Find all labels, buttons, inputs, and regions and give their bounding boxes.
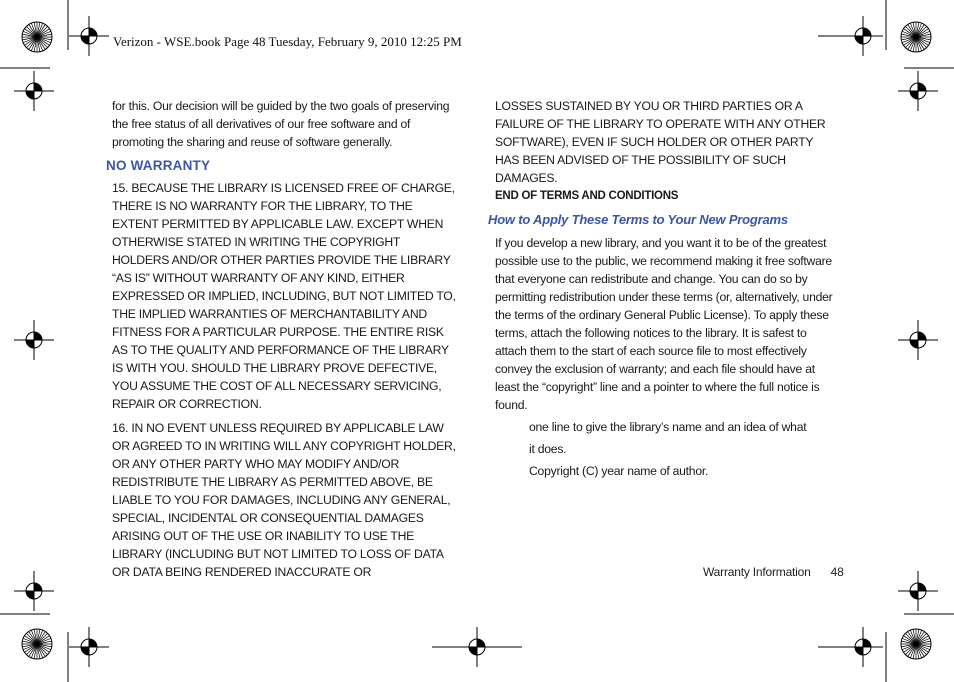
- clause-15-paragraph: 15. BECAUSE THE LIBRARY IS LICENSED FREE OF CHARGE, THERE IS NO WARRANTY FOR THE LIBRARY, TO THE EXTENT PERMITTED BY APPLICABLE LAW. EXCEPT WHEN OTHERWISE STATED IN WRITING THE COPYRIGHT HOLDERS AND/OR OTHER PARTIES PROVIDE THE LIBRARY “AS IS” WITHOUT WARRANTY OF ANY KIND, EITHER EXPRESSED OR IMPLIED, INCLUDING, BUT NOT LIMITED TO, THE IMPLIED WARRANTIES OF MERCHANTABILITY AND FITNESS FOR A PARTICULAR PURPOSE. THE ENTIRE RISK AS TO THE QUALITY AND PERFORMANCE OF THE LIBRARY IS WITH YOU. SHOULD THE LIBRARY PROVE DEFECTIVE, YOU ASSUME THE COST OF ALL NECESSARY SERVICING, REPAIR OR CORRECTION.: [112, 181, 456, 411]
- clause-16-paragraph: 16. IN NO EVENT UNLESS REQUIRED BY APPLICABLE LAW OR AGREED TO IN WRITING WILL ANY COPYRIGHT HOLDER, OR ANY OTHER PARTY WHO MAY MODIFY AND/OR REDISTRIBUTE THE LIBRARY AS PERMITTED ABOVE, BE LIABLE TO YOU FOR DAMAGES, INCLUDING ANY GENERAL, SPECIAL, INCIDENTAL OR CONSEQUENTIAL DAMAGES ARISING OUT OF THE USE OR INABILITY TO USE THE LIBRARY (INCLUDING BUT NOT LIMITED TO LOSS OF DATA OR DATA BEING RENDERED INACCURATE OR: [112, 421, 456, 579]
- page-footer: [703, 565, 844, 579]
- example-line-1: one line to give the library’s name and an idea of what: [529, 420, 807, 434]
- end-of-terms: END OF TERMS AND CONDITIONS: [495, 190, 679, 202]
- apply-terms-heading: How to Apply These Terms to Your New Programs: [488, 212, 788, 227]
- page-number: 48: [830, 565, 844, 579]
- no-warranty-heading: NO WARRANTY: [106, 158, 211, 173]
- print-file-info: Verizon - WSE.book Page 48 Tuesday, February 9, 2010 12:25 PM: [113, 34, 462, 49]
- left-column: [106, 97, 457, 581]
- example-line-2: it does.: [529, 442, 567, 456]
- apply-terms-body: If you develop a new library, and you want it to be of the greatest possible use to the public, we recommend making it free software that everyone can redistribute and change. You can do so by permitting redistribution under these terms (or, alternatively, under the terms of the ordinary General Public License). To apply these terms, attach the following notices to the library. It is safest to attach them to the start of each source file to most effectively convey the exclusion of warranty; and each file should have at least the “copyright” line and a pointer to where the full notice is found.: [495, 236, 833, 412]
- right-column: [488, 97, 840, 480]
- example-line-3: Copyright (C) year name of author.: [529, 464, 709, 478]
- clause-16-continuation: LOSSES SUSTAINED BY YOU OR THIRD PARTIES OR A FAILURE OF THE LIBRARY TO OPERATE WITH ANY OTHER SOFTWARE), EVEN IF SUCH HOLDER OR OTHER PARTY HAS BEEN ADVISED OF THE POSSIBILITY OF SUCH DAMAGES.: [495, 99, 826, 185]
- footer-section-title: Warranty Information: [703, 565, 811, 579]
- intro-paragraph: for this. Our decision will be guided by the two goals of preserving the free status of all derivatives of our free software and of promoting the sharing and reuse of software generally.: [112, 99, 450, 149]
